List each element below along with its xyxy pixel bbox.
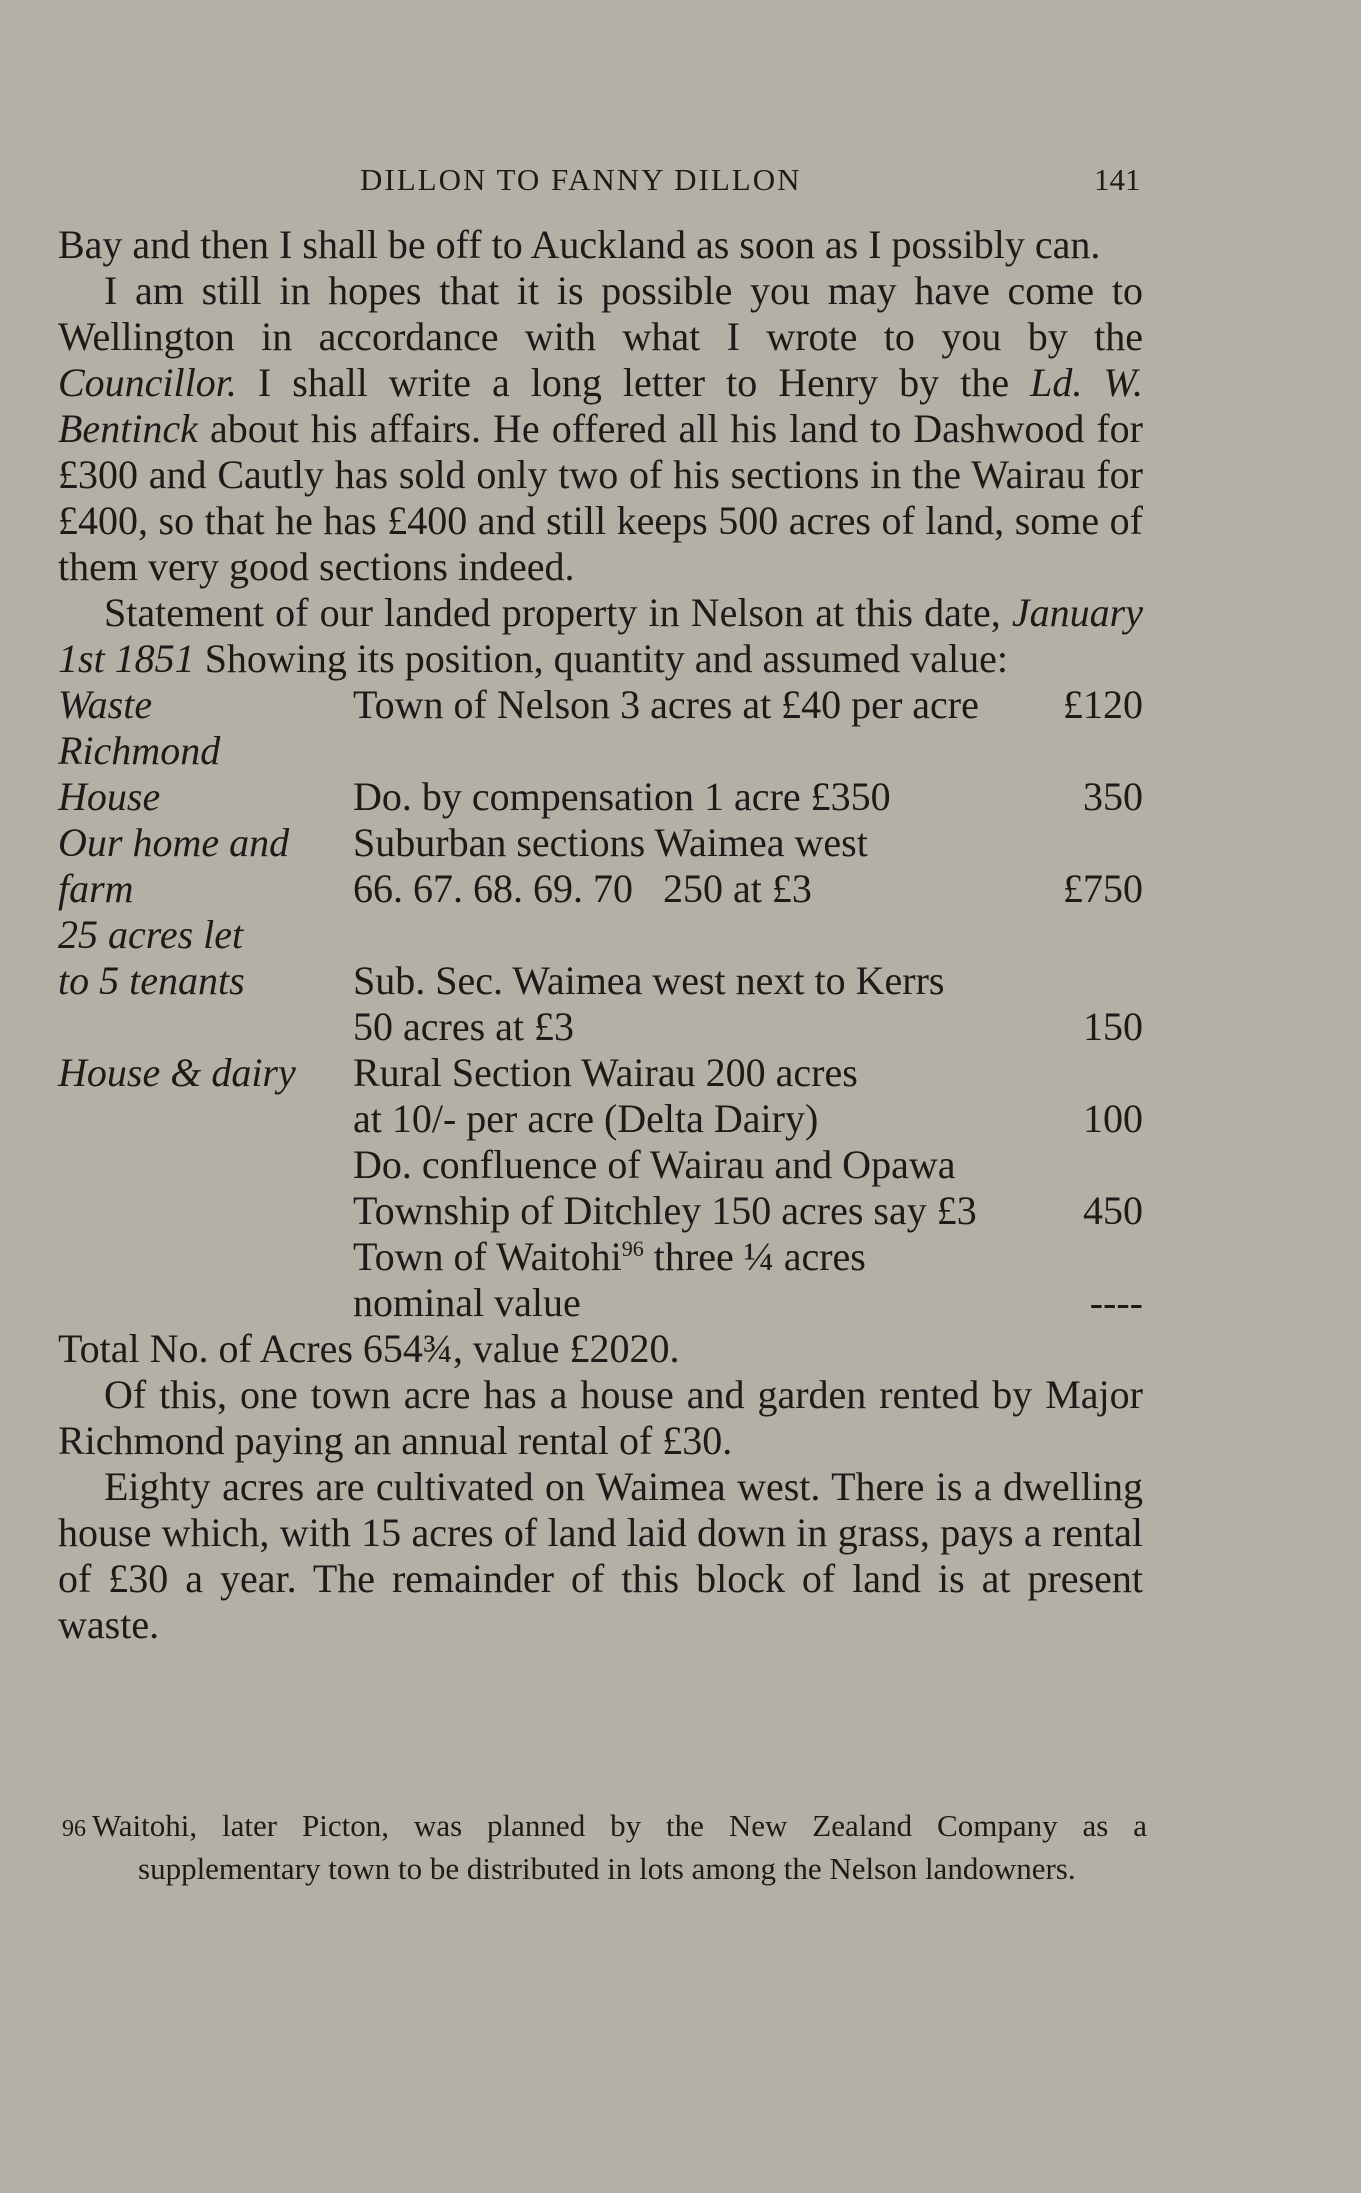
total-line: Total No. of Acres 654¾, value £2020.: [58, 1326, 680, 1371]
statement-date: January 1st 1851: [58, 590, 1143, 681]
footnote-text: Waitohi, later Picton, was planned by the New Zealand Company as a supplementary town to be distributed in lots among the Nelson landowners.: [92, 1808, 1147, 1886]
property-value: £750: [1063, 866, 1143, 911]
table-row: [58, 682, 1143, 728]
property-description: nominal value: [353, 1280, 581, 1325]
body-text: [58, 222, 1143, 1648]
property-description: at 10/- per acre (Delta Dairy): [353, 1096, 819, 1141]
text-run: Showing its position, quantity and assumed value:: [194, 636, 1008, 681]
margin-note: to 5 tenants: [58, 958, 245, 1003]
running-title: DILLON TO FANNY DILLON: [360, 162, 802, 197]
margin-note: [58, 1096, 353, 1142]
property-table: [58, 682, 1143, 1326]
margin-note: Waste: [58, 682, 153, 727]
table-row: [58, 1096, 1143, 1142]
margin-note: 25 acres let: [58, 912, 244, 957]
text-run: I shall write a long letter to Henry by the: [236, 360, 1031, 405]
property-value: 100: [1083, 1096, 1143, 1141]
table-row: [58, 728, 1143, 774]
margin-note: [58, 1234, 353, 1280]
paragraph-statement: [58, 590, 1143, 682]
footnote-reference: 96: [621, 1236, 644, 1261]
property-description: Township of Ditchley 150 acres say £3: [353, 1188, 977, 1233]
margin-note: farm: [58, 866, 134, 911]
property-description: Sub. Sec. Waimea west next to Kerrs: [353, 958, 945, 1003]
property-description: Rural Section Wairau 200 acres: [353, 1050, 858, 1095]
table-row: [58, 1050, 1143, 1096]
property-value: [1053, 728, 1143, 774]
property-description: 50 acres at £3: [353, 1004, 575, 1049]
table-row: [58, 774, 1143, 820]
text-run: Town of Waitohi: [353, 1234, 622, 1279]
property-description: [353, 728, 1053, 774]
paragraph-henry: [58, 268, 1143, 590]
property-value: ----: [1089, 1280, 1143, 1325]
table-row: [58, 1004, 1143, 1050]
table-row: [58, 866, 1143, 912]
text-run: Statement of our landed property in Nelson at this date,: [104, 590, 1012, 635]
paragraph-continued: Bay and then I shall be off to Auckland as soon as I possibly can.: [58, 222, 1101, 267]
table-row: [58, 912, 1143, 958]
property-value: 450: [1083, 1188, 1143, 1233]
margin-note: [58, 1280, 353, 1326]
text-run: about his affairs. He offered all his land to Dashwood for £300 and Cautly has sold only two of his sections in the Wairau for £400, so that he has £400 and still keeps 500 acres of land, some of them very good sections indeed.: [58, 406, 1143, 589]
footnote-body: [62, 1806, 1147, 1889]
table-row: [58, 1142, 1143, 1188]
property-value: [1053, 820, 1143, 866]
margin-note: [58, 1188, 353, 1234]
property-value: 350: [1083, 774, 1143, 819]
paragraph-waimea: Eighty acres are cultivated on Waimea west. There is a dwelling house which, with 15 acres of land laid down in grass, pays a rental of £30 a year. The remainder of this block of land is at present waste.: [58, 1464, 1143, 1647]
property-description: [353, 1234, 1053, 1280]
ship-name-councillor: Councillor.: [58, 360, 237, 405]
page-number: 141: [1094, 162, 1141, 197]
table-row: [58, 1188, 1143, 1234]
property-value: 150: [1083, 1004, 1143, 1049]
footnote-marker: 96: [62, 1816, 86, 1842]
margin-note: House & dairy: [58, 1050, 296, 1095]
margin-note: [58, 1142, 353, 1188]
table-row: [58, 1280, 1143, 1326]
margin-note: [58, 1004, 353, 1050]
property-value: [1053, 1050, 1143, 1096]
margin-note: Richmond: [58, 728, 221, 773]
property-description: Town of Nelson 3 acres at £40 per acre: [353, 682, 979, 727]
margin-note: House: [58, 774, 161, 819]
property-value: [1053, 1234, 1143, 1280]
footnote: [62, 1806, 1147, 1889]
text-run: I am still in hopes that it is possible you may have come to Wellington in accordance with what I wrote to you by the: [58, 268, 1143, 359]
table-row: [58, 820, 1143, 866]
table-row: [58, 958, 1143, 1004]
property-value: [1053, 958, 1143, 1004]
table-row: [58, 1234, 1143, 1280]
property-description: Suburban sections Waimea west: [353, 820, 868, 865]
property-value: [1053, 912, 1143, 958]
paragraph-town-acre: Of this, one town acre has a house and garden rented by Major Richmond paying an annual rental of £30.: [58, 1372, 1143, 1463]
property-description: 66. 67. 68. 69. 70 250 at £3: [353, 866, 812, 911]
property-value: [1053, 1142, 1143, 1188]
property-description: Do. confluence of Wairau and Opawa: [353, 1142, 956, 1187]
property-value: £120: [1063, 682, 1143, 727]
margin-note: Our home and: [58, 820, 290, 865]
property-description: Do. by compensation 1 acre £350: [353, 774, 891, 819]
text-run: three ¼ acres: [643, 1234, 866, 1279]
property-description: [353, 912, 1053, 958]
ship-name-bentinck: Ld. W. Bentinck: [58, 360, 1144, 451]
